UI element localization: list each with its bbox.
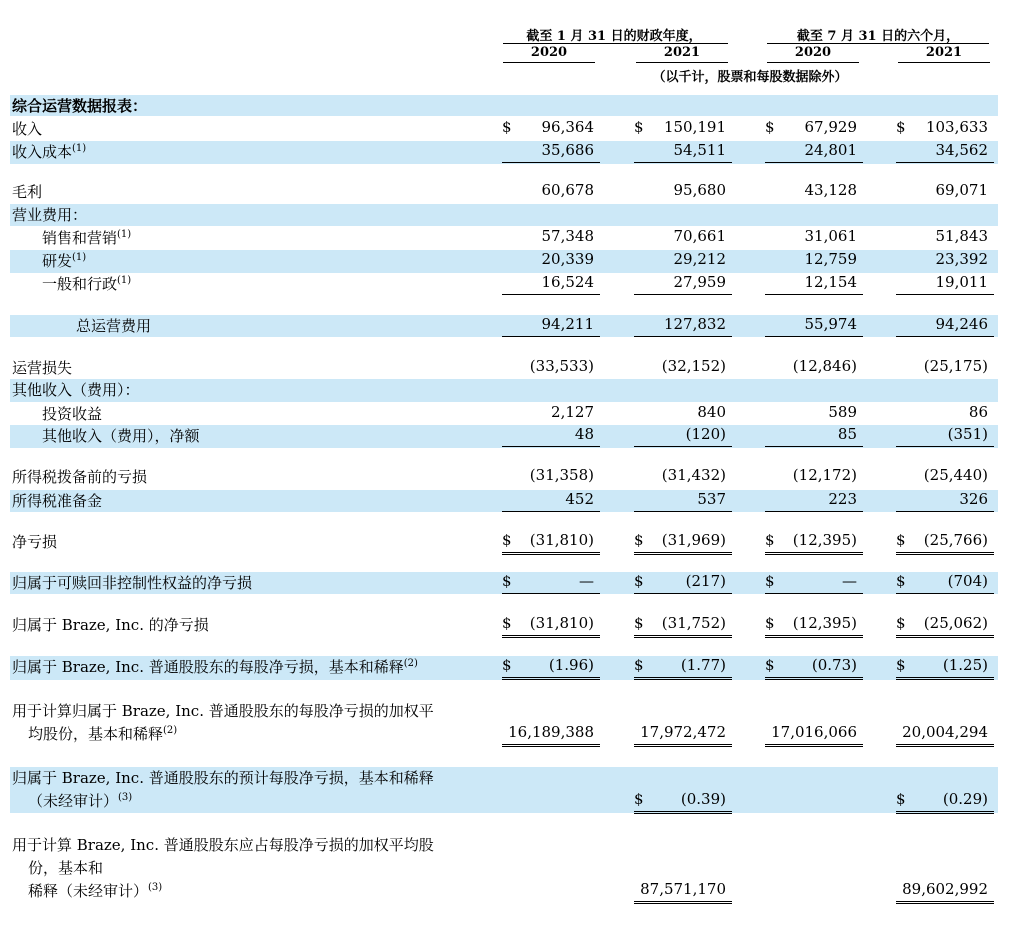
value-cell <box>765 403 863 424</box>
value-cell <box>765 357 863 378</box>
table-row <box>10 227 998 249</box>
cell-value: 35,686 <box>541 141 594 159</box>
cell-value: (31,752) <box>661 614 726 632</box>
row-label: 归属于 Braze, Inc. 普通股股东的预计每股净亏损，基本和稀释 <box>12 769 434 787</box>
year-rule-3 <box>767 62 859 63</box>
cell-value: 89,602,992 <box>902 880 988 898</box>
cell-value: (0.39) <box>680 790 726 808</box>
value-cell <box>896 357 994 378</box>
value-cell <box>896 723 994 747</box>
value-cell <box>765 723 863 747</box>
cell-value: 43,128 <box>804 181 857 199</box>
value-cell <box>502 466 600 487</box>
table-row <box>10 204 998 226</box>
cell-value: 19,011 <box>935 273 988 291</box>
value-cell <box>896 118 994 139</box>
cell-value: 94,246 <box>935 315 988 333</box>
value-cell <box>502 723 600 747</box>
row-label: 用于计算 Braze, Inc. 普通股股东应占每股净亏损的加权平均股 <box>12 836 434 854</box>
footnote-marker: (2) <box>163 725 178 736</box>
table-row <box>10 466 998 490</box>
cell-value: 55,974 <box>804 315 857 333</box>
value-cell <box>502 656 600 680</box>
footnote-marker: (3) <box>118 792 133 803</box>
table-row <box>10 572 998 594</box>
row-label: 运营损失 <box>12 359 73 377</box>
year-rule-2 <box>636 62 728 63</box>
cell-value: (0.73) <box>811 656 857 674</box>
value-cell <box>765 118 863 139</box>
dollar-sign: $ <box>896 614 906 632</box>
dollar-sign: $ <box>765 656 775 674</box>
dollar-sign: $ <box>502 614 512 632</box>
value-cell <box>896 250 994 271</box>
cell-value: (25,766) <box>923 531 988 549</box>
cell-value: 69,071 <box>935 181 988 199</box>
cell-value: 16,524 <box>541 273 594 291</box>
cell-value: 96,364 <box>541 118 594 136</box>
value-cell <box>502 490 600 512</box>
cell-value: 840 <box>697 403 726 421</box>
value-cell <box>502 118 600 139</box>
row-label: 份，基本和 <box>28 859 104 877</box>
row-label: 收入成本$^{(1)}$ <box>12 143 87 161</box>
value-cell <box>502 273 600 295</box>
value-cell <box>765 315 863 337</box>
value-cell <box>896 273 994 295</box>
table-row <box>10 614 998 638</box>
cell-value: (12,395) <box>792 614 857 632</box>
table-row <box>10 357 998 379</box>
value-cell <box>896 656 994 680</box>
table-row <box>10 834 998 906</box>
footnote-marker: (1) <box>117 275 132 286</box>
row-label: 归属于 Braze, Inc. 普通股股东的每股净亏损，基本和稀释$^{(2)}$ <box>12 658 418 676</box>
dollar-sign: $ <box>765 572 775 590</box>
cell-value: (0.29) <box>942 790 988 808</box>
cell-value: 20,339 <box>541 250 594 268</box>
row-label: 研发$^{(1)}$ <box>42 252 87 270</box>
dollar-sign: $ <box>502 118 512 136</box>
cell-value: 48 <box>574 425 594 443</box>
value-cell <box>634 181 732 202</box>
dollar-sign: $ <box>765 531 775 549</box>
row-label: 净亏损 <box>12 533 58 551</box>
row-label: 所得税准备金 <box>12 492 103 510</box>
footnote-marker: (1) <box>117 229 132 240</box>
cell-value: 51,843 <box>935 227 988 245</box>
value-cell <box>896 227 994 248</box>
value-cell <box>502 403 600 424</box>
cell-value: 103,633 <box>925 118 988 136</box>
cell-value: 589 <box>828 403 857 421</box>
dollar-sign: $ <box>634 614 644 632</box>
six-month-group-header: 截至 7 月 31 日的六个月， <box>796 29 960 44</box>
value-cell <box>765 614 863 638</box>
cell-value: 20,004,294 <box>902 723 988 741</box>
row-label: 所得税拨备前的亏损 <box>12 468 148 486</box>
value-cell <box>765 572 863 594</box>
fiscal-group-rule <box>503 43 728 44</box>
dollar-sign: $ <box>502 656 512 674</box>
table-row <box>10 118 998 140</box>
value-cell <box>765 425 863 447</box>
value-cell <box>502 315 600 337</box>
cell-value: (12,846) <box>792 357 857 375</box>
cell-value: (31,810) <box>529 531 594 549</box>
dollar-sign: $ <box>502 572 512 590</box>
table-row <box>10 403 998 425</box>
cell-value: (31,358) <box>529 466 594 484</box>
cell-value: 94,211 <box>541 315 594 333</box>
cell-value: (32,152) <box>661 357 726 375</box>
footnote-marker: (1) <box>72 252 87 263</box>
value-cell <box>896 315 994 337</box>
table-row <box>10 531 998 555</box>
cell-value: (31,810) <box>529 614 594 632</box>
value-cell <box>634 425 732 447</box>
dollar-sign: $ <box>896 118 906 136</box>
cell-value: 54,511 <box>673 141 726 159</box>
cell-value: 150,191 <box>663 118 726 136</box>
value-cell <box>896 531 994 555</box>
cell-value: 67,929 <box>804 118 857 136</box>
year-rule-1 <box>503 62 595 63</box>
value-cell <box>634 572 732 594</box>
value-cell <box>765 181 863 202</box>
value-cell <box>634 723 732 747</box>
value-cell <box>502 227 600 248</box>
dollar-sign: $ <box>634 118 644 136</box>
cell-value: 537 <box>697 490 726 508</box>
cell-value: (31,432) <box>661 466 726 484</box>
cell-value: — <box>842 572 857 590</box>
table-row <box>10 379 998 402</box>
fiscal-year-group-header: 截至 1 月 31 日的财政年度， <box>526 29 702 44</box>
cell-value: 29,212 <box>673 250 726 268</box>
cell-value: (1.77) <box>680 656 726 674</box>
row-label: 营业费用： <box>12 206 88 224</box>
value-cell <box>634 880 732 904</box>
year-header-4: 2021 <box>925 45 963 60</box>
value-cell <box>896 572 994 594</box>
cell-value: 34,562 <box>935 141 988 159</box>
value-cell <box>765 656 863 680</box>
value-cell <box>634 141 732 163</box>
cell-value: (25,062) <box>923 614 988 632</box>
cell-value: (1.96) <box>548 656 594 674</box>
row-label: 用于计算归属于 Braze, Inc. 普通股股东的每股净亏损的加权平 <box>12 702 434 720</box>
footnote-marker: (2) <box>403 658 418 669</box>
cell-value: 95,680 <box>673 181 726 199</box>
value-cell <box>896 181 994 202</box>
value-cell <box>502 357 600 378</box>
cell-value: (25,440) <box>923 466 988 484</box>
value-cell <box>634 273 732 295</box>
cell-value: 452 <box>565 490 594 508</box>
table-row <box>10 700 998 750</box>
row-label: 综合运营数据报表： <box>12 97 148 115</box>
value-cell <box>634 118 732 139</box>
row-label: 一般和行政$^{(1)}$ <box>42 275 132 293</box>
row-label: 其他收入（费用）： <box>12 381 140 399</box>
value-cell <box>634 531 732 555</box>
table-row <box>10 490 998 512</box>
value-cell <box>896 614 994 638</box>
row-label: 均股份，基本和稀释$^{(2)}$ <box>28 725 178 743</box>
dollar-sign: $ <box>896 531 906 549</box>
row-label: 投资收益 <box>42 405 103 423</box>
value-cell <box>634 614 732 638</box>
dollar-sign: $ <box>634 656 644 674</box>
value-cell <box>502 531 600 555</box>
value-cell <box>896 880 994 904</box>
value-cell <box>502 141 600 163</box>
cell-value: 86 <box>968 403 988 421</box>
value-cell <box>896 425 994 447</box>
value-cell <box>634 490 732 512</box>
value-cell <box>765 273 863 295</box>
value-cell <box>502 425 600 447</box>
dollar-sign: $ <box>502 531 512 549</box>
cell-value: (25,175) <box>923 357 988 375</box>
table-row <box>10 95 998 116</box>
value-cell <box>634 315 732 337</box>
value-cell <box>896 466 994 487</box>
cell-value: 16,189,388 <box>508 723 594 741</box>
value-cell <box>634 656 732 680</box>
row-label: 收入 <box>12 120 43 138</box>
table-row <box>10 250 998 273</box>
year-rule-4 <box>898 62 990 63</box>
cell-value: 24,801 <box>804 141 857 159</box>
value-cell <box>502 614 600 638</box>
value-cell <box>896 403 994 424</box>
dollar-sign: $ <box>634 531 644 549</box>
value-cell <box>634 403 732 424</box>
cell-value: 2,127 <box>551 403 594 421</box>
table-row <box>10 425 998 448</box>
dollar-sign: $ <box>765 614 775 632</box>
cell-value: 87,571,170 <box>640 880 726 898</box>
row-label: 稀释（未经审计）$^{(3)}$ <box>28 882 163 900</box>
cell-value: (12,172) <box>792 466 857 484</box>
footnote-marker: (1) <box>72 143 87 154</box>
cell-value: 12,154 <box>804 273 857 291</box>
cell-value: 17,972,472 <box>640 723 726 741</box>
cell-value: — <box>579 572 594 590</box>
value-cell <box>765 531 863 555</box>
cell-value: 127,832 <box>663 315 726 333</box>
value-cell <box>634 466 732 487</box>
year-header-2: 2021 <box>663 45 701 60</box>
year-header-3: 2020 <box>794 45 832 60</box>
cell-value: (217) <box>685 572 726 590</box>
cell-value: (351) <box>947 425 988 443</box>
value-cell <box>765 250 863 271</box>
cell-value: 27,959 <box>673 273 726 291</box>
value-cell <box>502 181 600 202</box>
cell-value: 57,348 <box>541 227 594 245</box>
row-label: 总运营费用 <box>76 317 152 335</box>
year-header-1: 2020 <box>530 45 568 60</box>
table-row <box>10 273 998 297</box>
table-row <box>10 141 998 164</box>
table-row <box>10 767 998 813</box>
value-cell <box>765 227 863 248</box>
value-cell <box>634 357 732 378</box>
dollar-sign: $ <box>634 790 644 808</box>
table-row <box>10 315 998 337</box>
row-label: 归属于可赎回非控制性权益的净亏损 <box>12 574 253 592</box>
value-cell <box>896 490 994 512</box>
row-label: 毛利 <box>12 183 43 201</box>
cell-value: (12,395) <box>792 531 857 549</box>
cell-value: 85 <box>837 425 857 443</box>
value-cell <box>634 227 732 248</box>
value-cell <box>765 466 863 487</box>
dollar-sign: $ <box>634 572 644 590</box>
value-cell <box>896 141 994 163</box>
cell-value: 31,061 <box>804 227 857 245</box>
value-cell <box>502 250 600 271</box>
cell-value: (31,969) <box>661 531 726 549</box>
cell-value: (33,533) <box>529 357 594 375</box>
table-row <box>10 656 998 680</box>
cell-value: 223 <box>828 490 857 508</box>
value-cell <box>634 250 732 271</box>
units-note: （以千计，股票和每股数据除外） <box>652 70 848 85</box>
six-month-group-rule <box>767 43 989 44</box>
cell-value: (1.25) <box>942 656 988 674</box>
dollar-sign: $ <box>896 572 906 590</box>
value-cell <box>765 141 863 163</box>
cell-value: (120) <box>685 425 726 443</box>
dollar-sign: $ <box>765 118 775 136</box>
cell-value: 70,661 <box>673 227 726 245</box>
dollar-sign: $ <box>896 656 906 674</box>
row-label: 归属于 Braze, Inc. 的净亏损 <box>12 616 209 634</box>
value-cell <box>502 572 600 594</box>
dollar-sign: $ <box>896 790 906 808</box>
cell-value: 17,016,066 <box>771 723 857 741</box>
row-label: 其他收入（费用），净额 <box>42 427 200 445</box>
cell-value: 60,678 <box>541 181 594 199</box>
table-row <box>10 181 998 203</box>
value-cell <box>896 790 994 814</box>
row-label: 销售和营销$^{(1)}$ <box>42 229 132 247</box>
cell-value: 12,759 <box>804 250 857 268</box>
cell-value: 326 <box>959 490 988 508</box>
value-cell <box>765 490 863 512</box>
footnote-marker: (3) <box>148 882 163 893</box>
cell-value: (704) <box>947 572 988 590</box>
value-cell <box>634 790 732 814</box>
row-label: （未经审计）$^{(3)}$ <box>28 792 133 810</box>
cell-value: 23,392 <box>935 250 988 268</box>
